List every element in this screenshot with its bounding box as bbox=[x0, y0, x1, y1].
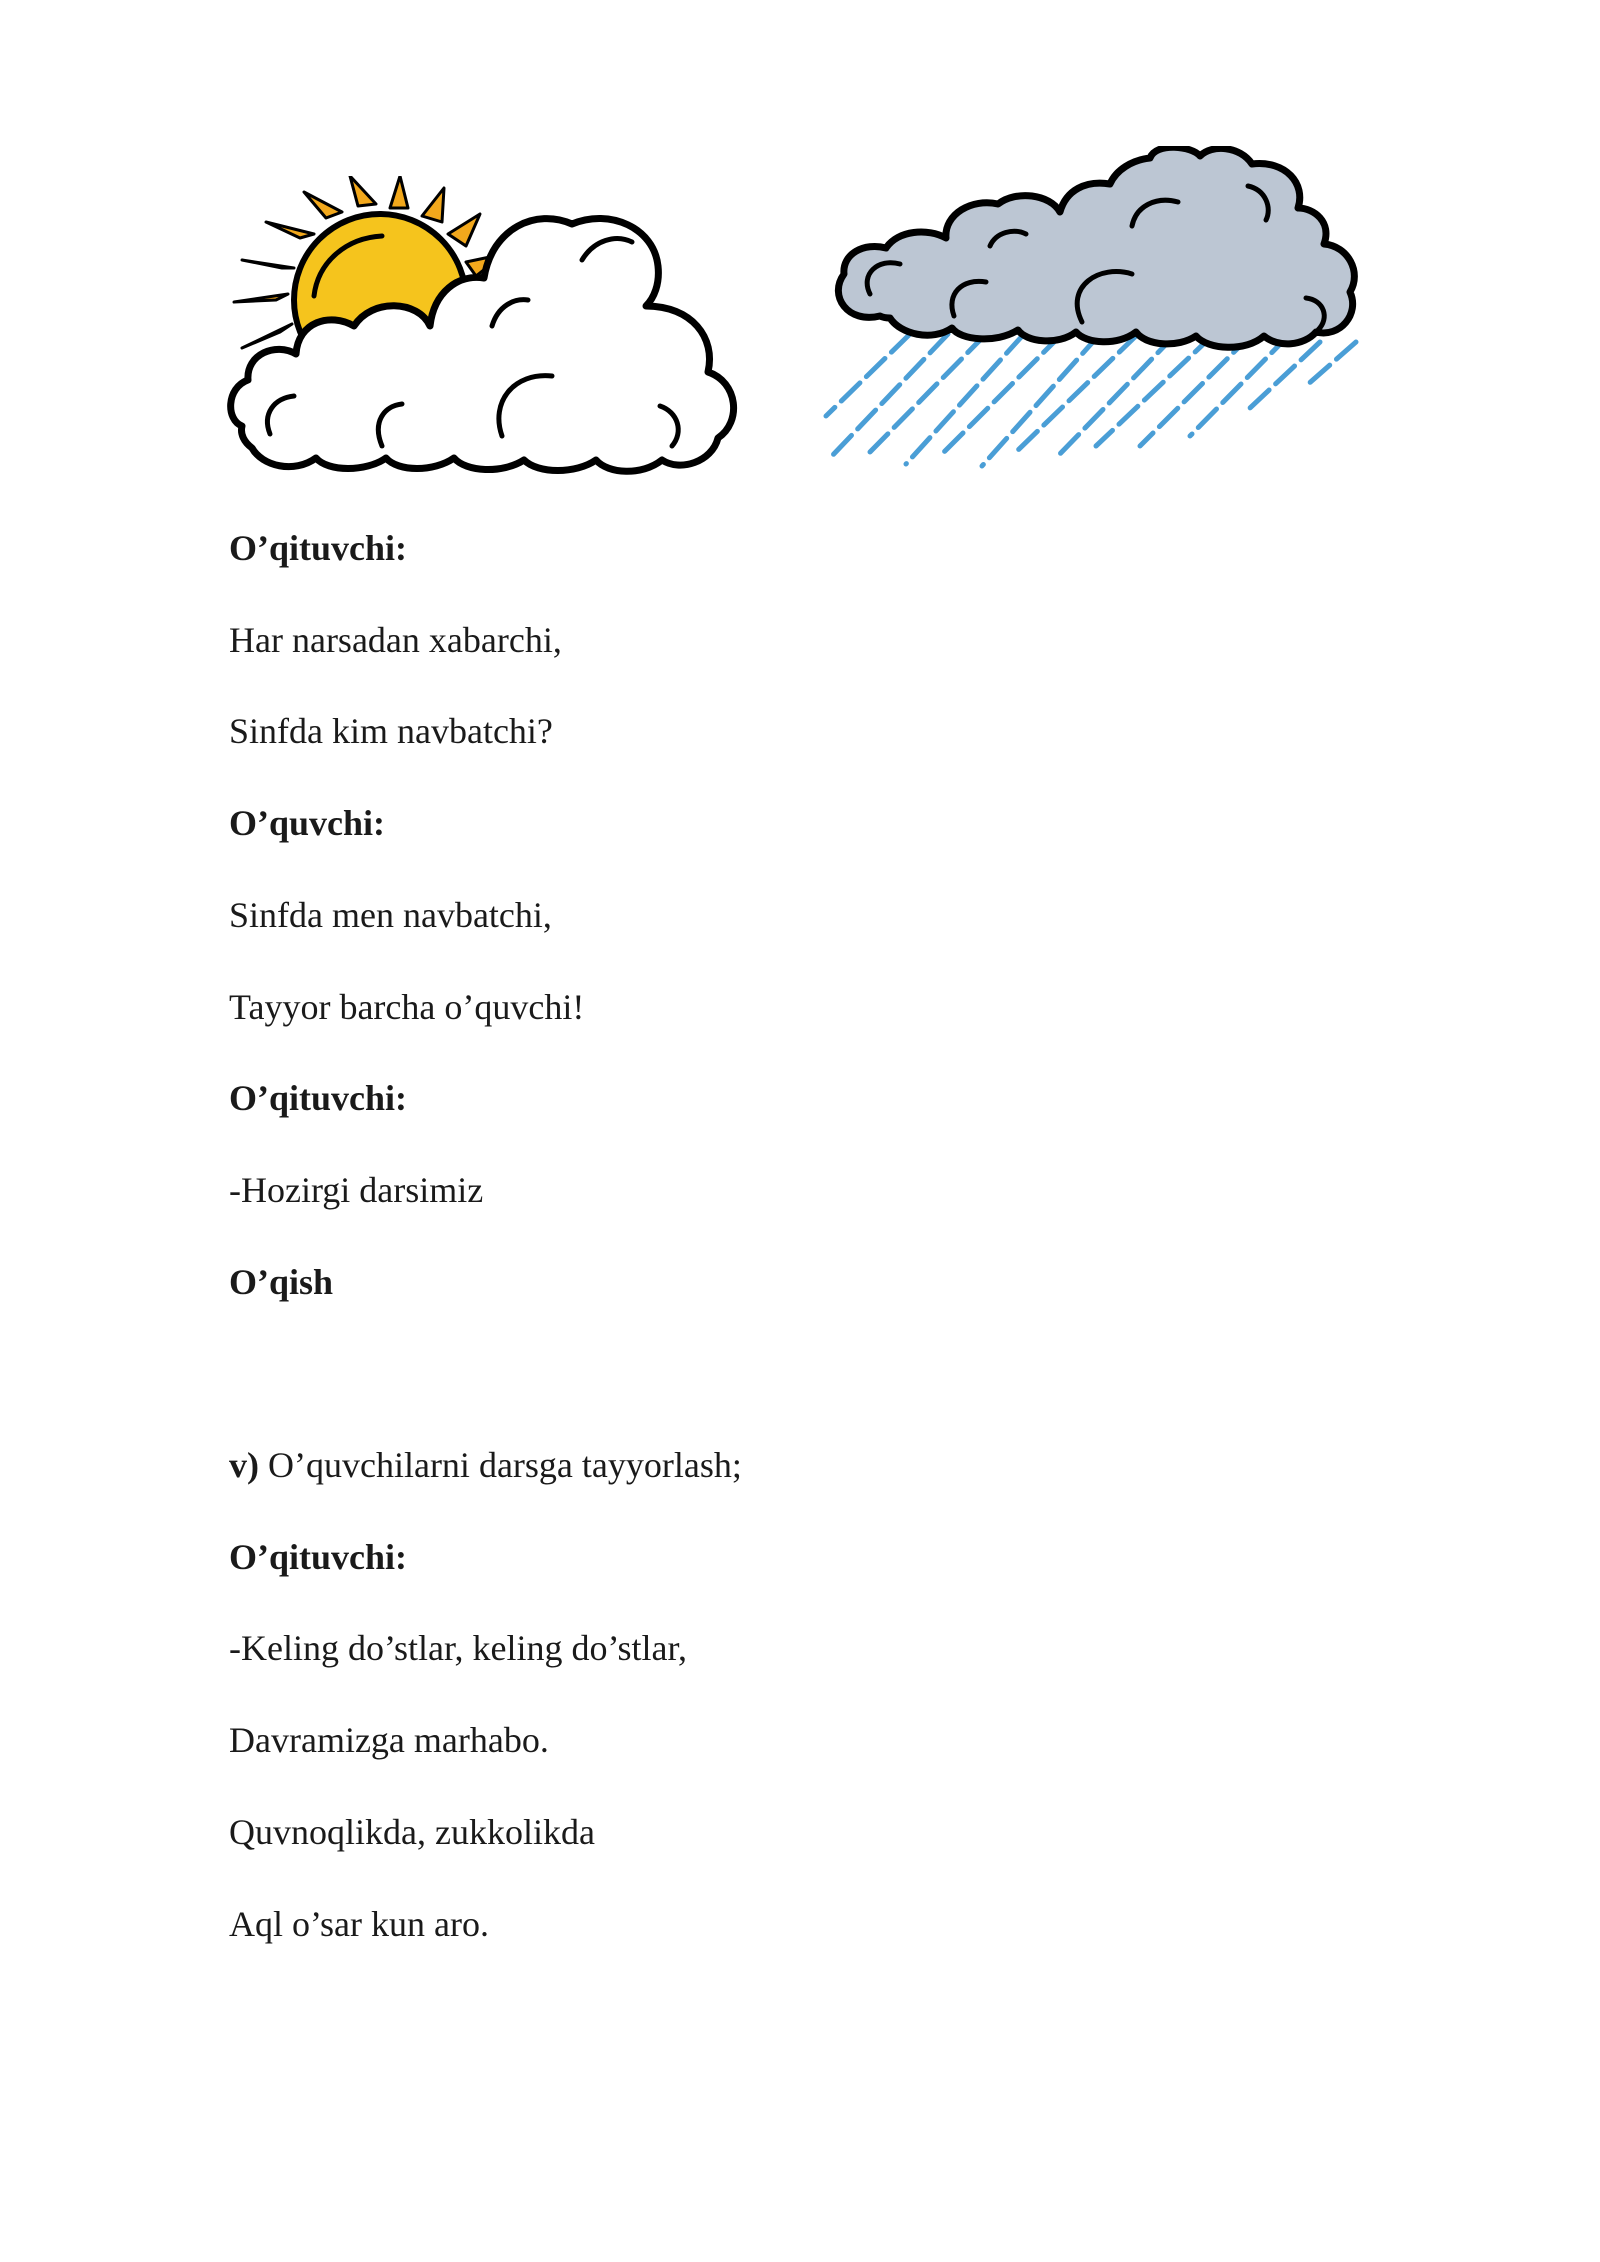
section-title: O’quvchilarni darsga tayyorlash; bbox=[259, 1445, 742, 1485]
grey-cloud bbox=[838, 147, 1354, 347]
speaker-label-teacher: O’qituvchi: bbox=[229, 1078, 408, 1118]
section-heading bbox=[229, 1443, 742, 1487]
speaker-label-student: O’quvchi: bbox=[229, 803, 386, 843]
rain-drops bbox=[826, 334, 1356, 466]
poem-line: Sinfda kim navbatchi? bbox=[229, 711, 553, 751]
poem-line: Sinfda men navbatchi, bbox=[229, 895, 552, 935]
poem-line: Har narsadan xabarchi, bbox=[229, 620, 562, 660]
poem-line: Aql o’sar kun aro. bbox=[229, 1904, 489, 1944]
poem-line: Davramizga marhabo. bbox=[229, 1720, 549, 1760]
poem-line: Tayyor barcha o’quvchi! bbox=[229, 987, 585, 1027]
poem-line: -Hozirgi darsimiz bbox=[229, 1170, 484, 1210]
poem-line: -Keling do’stlar, keling do’stlar, bbox=[229, 1628, 688, 1668]
speaker-label-teacher: O’qituvchi: bbox=[229, 528, 408, 568]
poem-line: Quvnoqlikda, zukkolikda bbox=[229, 1812, 595, 1852]
section-marker: v) bbox=[229, 1445, 259, 1485]
rain-cloud-icon bbox=[820, 146, 1420, 486]
lesson-title: O’qish bbox=[229, 1262, 334, 1302]
speaker-label-teacher: O’qituvchi: bbox=[229, 1537, 408, 1577]
sun-behind-cloud-icon bbox=[222, 176, 742, 476]
